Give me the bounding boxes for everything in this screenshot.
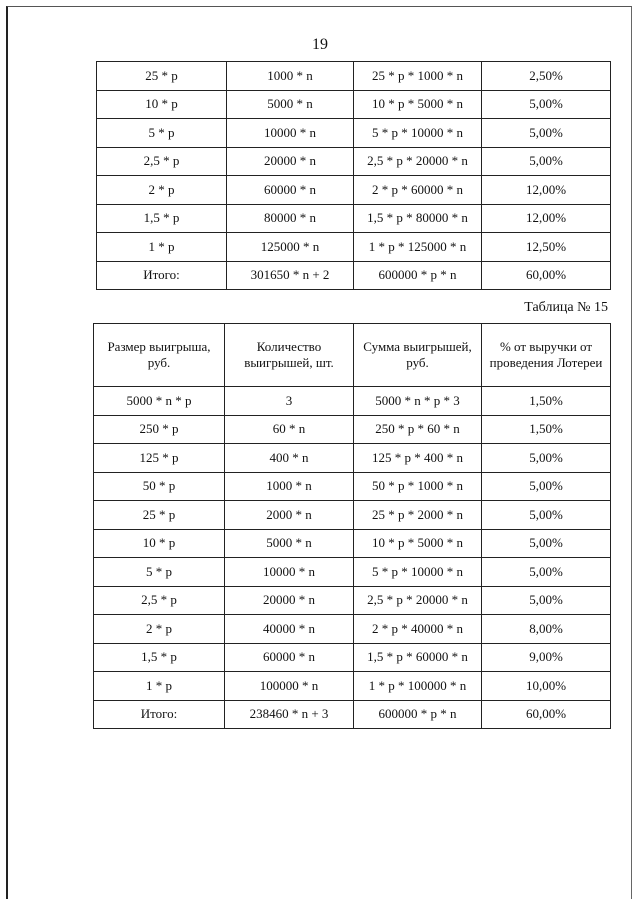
cell-prize-count: 301650 * n + 2 <box>227 261 354 290</box>
cell-prize-sum: 1 * p * 100000 * n <box>354 672 482 701</box>
table-row <box>97 119 611 148</box>
cell-prize-count: 100000 * n <box>225 672 354 701</box>
cell-prize-sum: 10 * p * 5000 * n <box>354 529 482 558</box>
cell-prize-count: 1000 * n <box>225 472 354 501</box>
cell-revenue-percent: 5,00% <box>482 501 611 530</box>
table-row <box>94 387 611 416</box>
table-total-row <box>97 261 611 290</box>
cell-revenue-percent: 5,00% <box>482 147 611 176</box>
header-prize-size: Размер выигрыша, руб. <box>94 324 225 387</box>
table-header-row <box>94 324 611 387</box>
table-row <box>94 415 611 444</box>
header-revenue-percent: % от выручки от проведения Лотереи <box>482 324 611 387</box>
cell-revenue-percent: 12,50% <box>482 233 611 262</box>
cell-prize-count: 5000 * n <box>227 90 354 119</box>
cell-prize-size: 2,5 * p <box>94 586 225 615</box>
table-row <box>94 558 611 587</box>
cell-prize-sum: 10 * p * 5000 * n <box>354 90 482 119</box>
cell-prize-count: 20000 * n <box>227 147 354 176</box>
header-prize-count: Количество выигрышей, шт. <box>225 324 354 387</box>
cell-revenue-percent: 1,50% <box>482 387 611 416</box>
table-row <box>97 90 611 119</box>
cell-prize-sum: 1 * p * 125000 * n <box>354 233 482 262</box>
table-body <box>97 62 611 290</box>
cell-prize-size: 5000 * n * p <box>94 387 225 416</box>
page-number: 19 <box>312 36 328 53</box>
cell-prize-sum: 50 * p * 1000 * n <box>354 472 482 501</box>
table-row <box>97 176 611 205</box>
table-row <box>94 444 611 473</box>
cell-prize-size: 2,5 * p <box>97 147 227 176</box>
table-row <box>97 204 611 233</box>
cell-revenue-percent: 5,00% <box>482 444 611 473</box>
cell-revenue-percent: 5,00% <box>482 119 611 148</box>
cell-revenue-percent: 5,00% <box>482 472 611 501</box>
cell-prize-count: 80000 * n <box>227 204 354 233</box>
cell-prize-size: 2 * p <box>94 615 225 644</box>
cell-prize-size: 2 * p <box>97 176 227 205</box>
cell-prize-sum: 1,5 * p * 60000 * n <box>354 643 482 672</box>
cell-prize-count: 60000 * n <box>225 643 354 672</box>
cell-prize-size: 1,5 * p <box>97 204 227 233</box>
cell-prize-size: 50 * p <box>94 472 225 501</box>
table-row <box>94 529 611 558</box>
cell-prize-sum: 5 * p * 10000 * n <box>354 119 482 148</box>
prize-table-15 <box>93 323 611 729</box>
cell-prize-size: 1,5 * p <box>94 643 225 672</box>
table-row <box>97 62 611 91</box>
cell-prize-sum: 2,5 * p * 20000 * n <box>354 147 482 176</box>
cell-prize-count: 5000 * n <box>225 529 354 558</box>
cell-prize-size: 10 * p <box>94 529 225 558</box>
cell-prize-sum: 5000 * n * p * 3 <box>354 387 482 416</box>
cell-prize-count: 400 * n <box>225 444 354 473</box>
cell-prize-count: 1000 * n <box>227 62 354 91</box>
cell-prize-sum: 250 * p * 60 * n <box>354 415 482 444</box>
table-row <box>97 147 611 176</box>
cell-prize-size: 5 * p <box>94 558 225 587</box>
cell-prize-sum: 25 * p * 2000 * n <box>354 501 482 530</box>
cell-prize-sum: 1,5 * p * 80000 * n <box>354 204 482 233</box>
table-row <box>94 672 611 701</box>
cell-prize-count: 20000 * n <box>225 586 354 615</box>
cell-revenue-percent: 5,00% <box>482 529 611 558</box>
cell-prize-sum: 25 * p * 1000 * n <box>354 62 482 91</box>
cell-revenue-percent: 5,00% <box>482 586 611 615</box>
table-row <box>94 586 611 615</box>
table-row <box>94 643 611 672</box>
cell-revenue-percent: 5,00% <box>482 558 611 587</box>
prize-table-continued <box>96 61 611 290</box>
table-total-row <box>94 700 611 729</box>
cell-revenue-percent: 8,00% <box>482 615 611 644</box>
cell-revenue-percent: 5,00% <box>482 90 611 119</box>
cell-prize-size: 10 * p <box>97 90 227 119</box>
cell-prize-size: Итого: <box>97 261 227 290</box>
cell-revenue-percent: 60,00% <box>482 700 611 729</box>
cell-prize-count: 60000 * n <box>227 176 354 205</box>
cell-prize-count: 10000 * n <box>227 119 354 148</box>
table-row <box>94 501 611 530</box>
cell-prize-sum: 125 * p * 400 * n <box>354 444 482 473</box>
cell-revenue-percent: 10,00% <box>482 672 611 701</box>
table-row <box>94 615 611 644</box>
cell-prize-count: 40000 * n <box>225 615 354 644</box>
cell-revenue-percent: 12,00% <box>482 176 611 205</box>
cell-prize-count: 238460 * n + 3 <box>225 700 354 729</box>
cell-revenue-percent: 2,50% <box>482 62 611 91</box>
table-caption: Таблица № 15 <box>524 300 608 315</box>
cell-prize-size: 1 * p <box>97 233 227 262</box>
cell-prize-size: Итого: <box>94 700 225 729</box>
cell-prize-size: 250 * p <box>94 415 225 444</box>
cell-prize-sum: 2 * p * 60000 * n <box>354 176 482 205</box>
cell-revenue-percent: 60,00% <box>482 261 611 290</box>
cell-prize-sum: 5 * p * 10000 * n <box>354 558 482 587</box>
cell-prize-size: 5 * p <box>97 119 227 148</box>
cell-prize-size: 25 * p <box>94 501 225 530</box>
table-body <box>94 387 611 729</box>
table-row <box>97 233 611 262</box>
cell-revenue-percent: 9,00% <box>482 643 611 672</box>
cell-prize-sum: 2 * p * 40000 * n <box>354 615 482 644</box>
cell-prize-sum: 600000 * p * n <box>354 700 482 729</box>
cell-prize-count: 125000 * n <box>227 233 354 262</box>
cell-prize-size: 1 * p <box>94 672 225 701</box>
cell-revenue-percent: 1,50% <box>482 415 611 444</box>
cell-prize-sum: 600000 * p * n <box>354 261 482 290</box>
header-prize-sum: Сумма выигрышей, руб. <box>354 324 482 387</box>
cell-revenue-percent: 12,00% <box>482 204 611 233</box>
cell-prize-count: 10000 * n <box>225 558 354 587</box>
cell-prize-count: 60 * n <box>225 415 354 444</box>
cell-prize-count: 2000 * n <box>225 501 354 530</box>
cell-prize-size: 25 * p <box>97 62 227 91</box>
cell-prize-size: 125 * p <box>94 444 225 473</box>
table-row <box>94 472 611 501</box>
cell-prize-sum: 2,5 * p * 20000 * n <box>354 586 482 615</box>
cell-prize-count: 3 <box>225 387 354 416</box>
